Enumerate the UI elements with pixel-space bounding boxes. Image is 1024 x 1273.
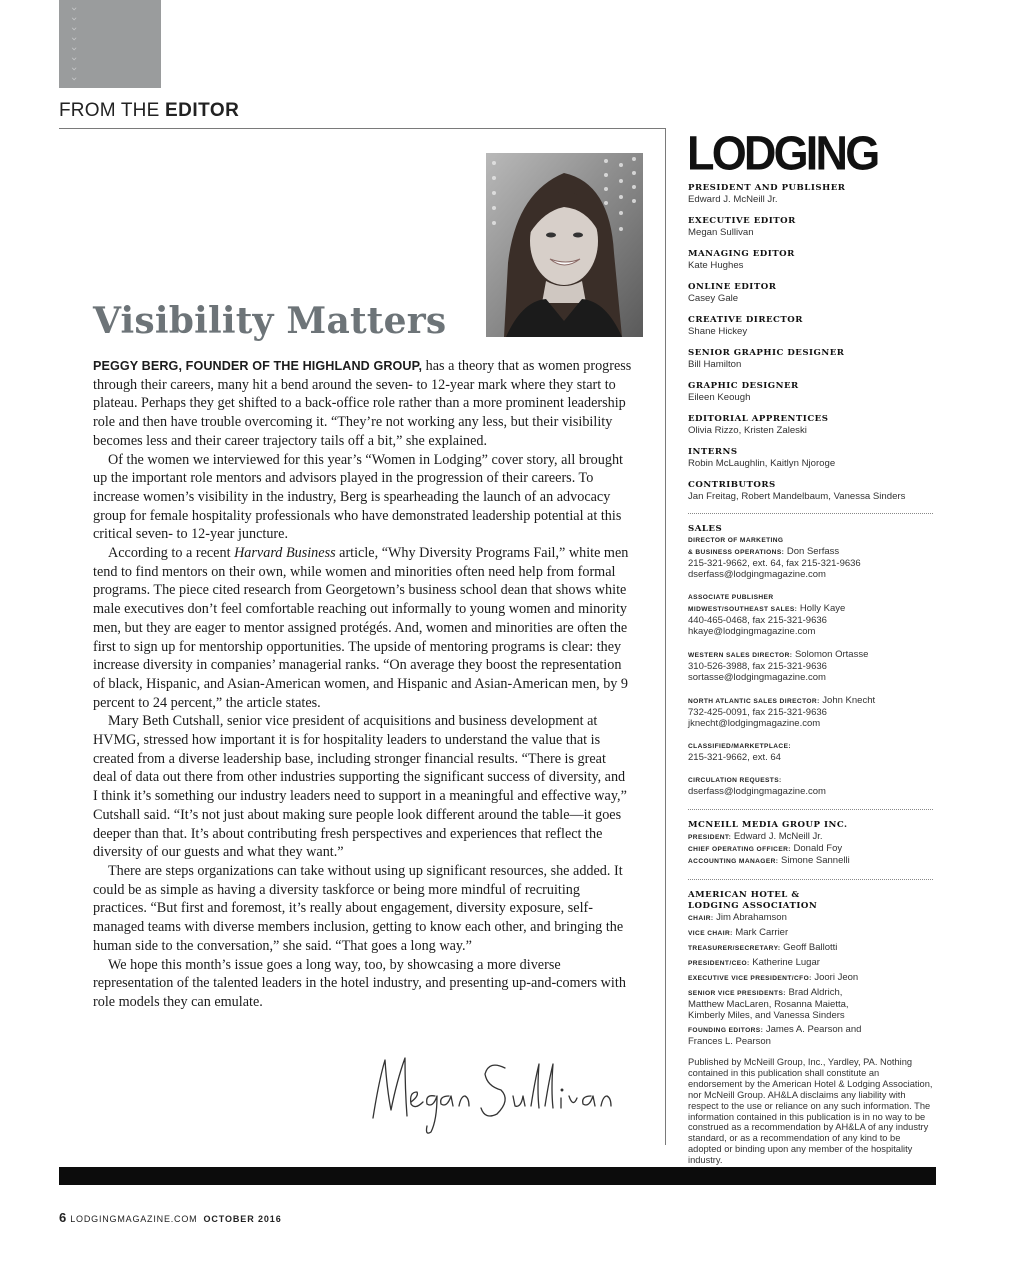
na-email: jknecht@lodgingmagazine.com	[688, 718, 821, 729]
mcneill-pres-name: Edward J. McNeill Jr.	[731, 831, 823, 842]
circ-email: dserfass@lodgingmagazine.com	[688, 786, 826, 797]
masthead-divider-2	[688, 809, 933, 810]
paragraph-4: Mary Beth Cutshall, senior vice president of acquisitions and business development at HVMG, stressed how important it is for hospitality leaders to understand the value that is created from a diverse leadership base, including stronger financial results. “There is great deal of data out there from other industries supporting the significant success of diversity, and I think it’s something our industry leaders need to support in a meaningful and effective way,” Cutshall said. “It’s not just about making sure people look different around the table—it goes deeper than that. It’s about contributing fresh perspectives and experiences that reflect the diversity of our guests and what they want.”	[93, 713, 627, 861]
staff-title: GRAPHIC DESIGNER	[688, 381, 799, 391]
ahla-svp-name-2: Matthew MacLaren, Rosanna Maietta,	[688, 999, 849, 1010]
section-prefix: FROM THE	[59, 100, 165, 121]
assoc-name: Holly Kaye	[797, 603, 846, 614]
sales-western	[688, 649, 933, 683]
paragraph-6: We hope this month’s issue goes a long way, too, by showcasing a more diverse representation of the talented leaders in the hotel industry, and presenting up-and-comers with role models they can emulate.	[93, 956, 626, 1010]
staff-name: Megan Sullivan	[688, 227, 754, 238]
paragraph-3	[93, 544, 633, 712]
footer-site: LODGINGMAGAZINE.COM	[70, 1214, 198, 1224]
section-label	[59, 100, 239, 122]
mcneill-acct-label: ACCOUNTING MANAGER:	[688, 858, 779, 865]
editor-photo	[486, 153, 643, 337]
ahla-cfo-label: EXECUTIVE VICE PRESIDENT/CFO:	[688, 975, 812, 982]
corner-tab	[59, 0, 161, 88]
ahla-svp-name-3: Kimberly Miles, and Vanessa Sinders	[688, 1010, 845, 1021]
ahla-vice-label: VICE CHAIR:	[688, 930, 733, 937]
ahla-heading-1: AMERICAN HOTEL &	[688, 890, 800, 900]
staff-entry	[688, 381, 933, 403]
ahla-ceo-name: Katherine Lugar	[749, 957, 820, 968]
circ-label: CIRCULATION REQUESTS:	[688, 777, 782, 784]
sales-north-atlantic	[688, 695, 933, 729]
paragraph-1-text: has a theory that as women progress through their careers, many hit a bend around the seven- to 12-year mark where they start to plateau. Perhaps they get shifted to a back-office role rather than a more prominent leadership role and then have trouble overcoming it. “They’re not working any less, but their visibility becomes less and their career trajectory tails off a bit,” she explained.	[93, 358, 632, 449]
na-name: John Knecht	[819, 695, 876, 706]
ahla-vice-name: Mark Carrier	[732, 927, 789, 938]
staff-name: Eileen Keough	[688, 392, 751, 403]
mcneill-heading: MCNEILL MEDIA GROUP INC.	[688, 820, 848, 830]
staff-name: Kate Hughes	[688, 260, 744, 271]
staff-name: Shane Hickey	[688, 326, 748, 337]
masthead-divider	[688, 513, 933, 514]
ahla-founding-name-2: Frances L. Pearson	[688, 1036, 771, 1047]
article-body	[93, 357, 633, 1012]
staff-title: EDITORIAL APPRENTICES	[688, 414, 829, 424]
staff-entry	[688, 282, 933, 304]
mcneill-coo-name: Donald Foy	[790, 843, 843, 854]
masthead-divider-3	[688, 879, 933, 880]
masthead	[688, 183, 933, 1166]
staff-list	[688, 183, 933, 502]
staff-title: SENIOR GRAPHIC DESIGNER	[688, 348, 845, 358]
ahla-founding-name-1: James A. Pearson and	[763, 1024, 862, 1035]
chevron-pattern-icon: › › › › › › › ›	[68, 6, 81, 82]
mcneill-acct-name: Simone Sannelli	[778, 855, 850, 866]
ahla-chair-name: Jim Abrahamson	[713, 912, 787, 923]
ahla-svp-name-1: Brad Aldrich,	[785, 987, 843, 998]
staff-entry	[688, 216, 933, 238]
staff-name: Edward J. McNeill Jr.	[688, 194, 778, 205]
top-rule	[59, 128, 666, 129]
paragraph-3-text: article, “Why Diversity Programs Fail,” white men tend to find mentors on their own, while women and minorities often need help from formal programs. The piece cited research from Georgetown’s business school dean that shows white male executives don’t feel comfortable reaching out informally to young women and minority men, but they are eager to mentor assigned protégés. And, women and minorities are often the first to sign up for mentorship opportunities. The upside of mentoring programs is clear: they increase diversity in companies’ managerial ranks. “On average they boost the representation of black, Hispanic, and Asian-American women, and Hispanic and Asian-American men, by 9 percent to 24 percent,” the article states.	[93, 545, 629, 711]
ahla-svp-label: SENIOR VICE PRESIDENTS:	[688, 990, 786, 997]
staff-title: CONTRIBUTORS	[688, 480, 776, 490]
staff-entry	[688, 183, 933, 205]
staff-entry	[688, 447, 933, 469]
class-label: CLASSIFIED/MARKETPLACE:	[688, 743, 791, 750]
marketing-phone: 215-321-9662, ext. 64, fax 215-321-9636	[688, 558, 861, 569]
staff-title: PRESIDENT AND PUBLISHER	[688, 183, 846, 193]
sales-associate	[688, 592, 933, 637]
staff-entry	[688, 315, 933, 337]
marketing-name: Don Serfass	[784, 546, 840, 557]
paragraph-2: Of the women we interviewed for this year’s “Women in Lodging” cover story, all brought up the important role mentors and advisors played in the progression of their careers. To increase women’s visibility in the industry, Berg is spearheading the launch of an advocacy group for female hospitality professionals who have demonstrated leadership potential at this critical seven- to 12-year juncture.	[93, 451, 623, 543]
staff-name: Jan Freitag, Robert Mandelbaum, Vanessa Sinders	[688, 491, 906, 502]
assoc-email: hkaye@lodgingmagazine.com	[688, 626, 816, 637]
paragraph-3-start: According to a recent	[108, 545, 235, 562]
ahla-cfo-name: Joori Jeon	[811, 972, 859, 983]
paragraph-5: There are steps organizations can take without using up significant resources, she added. It could be as simple as having a diversity taskforce or being more mindful of recruiting practices. “But first and foremost, it’s really about engagement, diversity exposure, self-managed teams with diverse members inclusion, getting to know each other, and bringing the human side to the conversation,” she said. “That goes a long way.”	[93, 862, 624, 954]
footer	[59, 1210, 282, 1225]
staff-entry	[688, 249, 933, 271]
staff-entry	[688, 348, 933, 370]
headline: Visibility Matters	[93, 300, 447, 342]
assoc-phone: 440-465-0468, fax 215-321-9636	[688, 615, 827, 626]
sales-circulation	[688, 775, 933, 797]
mcneill-block	[688, 831, 933, 867]
staff-title: EXECUTIVE EDITOR	[688, 216, 796, 226]
sales-marketing	[688, 535, 933, 580]
section-bold: EDITOR	[164, 100, 240, 121]
sales-classified	[688, 741, 933, 763]
na-label: NORTH ATLANTIC SALES DIRECTOR:	[688, 698, 820, 705]
bottom-bar	[59, 1167, 936, 1185]
lead-in: PEGGY BERG, FOUNDER OF THE HIGHLAND GROUP,	[93, 359, 423, 373]
lodging-logo: LODGING	[687, 125, 878, 181]
assoc-label-1: ASSOCIATE PUBLISHER	[688, 594, 774, 601]
paragraph-1	[93, 357, 633, 451]
marketing-label-1: DIRECTOR OF MARKETING	[688, 537, 784, 544]
west-label: WESTERN SALES DIRECTOR:	[688, 652, 793, 659]
mcneill-pres-label: PRESIDENT:	[688, 834, 732, 841]
ahla-block	[688, 912, 933, 1047]
staff-entry	[688, 480, 933, 502]
marketing-email: dserfass@lodgingmagazine.com	[688, 569, 826, 580]
staff-title: MANAGING EDITOR	[688, 249, 795, 259]
footer-date: OCTOBER 2016	[203, 1214, 282, 1224]
mcneill-coo-label: CHIEF OPERATING OFFICER:	[688, 846, 791, 853]
staff-title: CREATIVE DIRECTOR	[688, 315, 803, 325]
ahla-heading-2: LODGING ASSOCIATION	[688, 901, 818, 911]
class-phone: 215-321-9662, ext. 64	[688, 752, 781, 763]
ahla-treas-label: TREASURER/SECRETARY:	[688, 945, 781, 952]
staff-title: ONLINE EDITOR	[688, 282, 777, 292]
ahla-treas-name: Geoff Ballotti	[780, 942, 838, 953]
ahla-ceo-label: PRESIDENT/CEO:	[688, 960, 750, 967]
assoc-label-2: MIDWEST/SOUTHEAST SALES:	[688, 606, 798, 613]
na-phone: 732-425-0091, fax 215-321-9636	[688, 707, 827, 718]
publication-name: Harvard Business	[234, 545, 336, 562]
staff-title: INTERNS	[688, 447, 738, 457]
staff-name: Casey Gale	[688, 293, 739, 304]
disclaimer: Published by McNeill Group, Inc., Yardley, PA. Nothing contained in this publication shall constitute an endorsement by the American Hotel & Lodging Association, nor McNeill Group. AH&LA disclaims any liability with respect to the use or reliance on any such information. The information contained in this publication is in no way to be construed as a recommendation by AH&LA of any industry standard, or as a recommendation of any kind to be adopted or binding upon any member of the hospitality industry.	[688, 1057, 933, 1166]
staff-name: Bill Hamilton	[688, 359, 742, 370]
column-rule	[665, 128, 666, 1145]
page-number: 6	[59, 1210, 67, 1225]
staff-name: Olivia Rizzo, Kristen Zaleski	[688, 425, 807, 436]
marketing-label-2: & BUSINESS OPERATIONS:	[688, 549, 785, 556]
staff-entry	[688, 414, 933, 436]
west-phone: 310-526-3988, fax 215-321-9636	[688, 661, 827, 672]
staff-name: Robin McLaughlin, Kaitlyn Njoroge	[688, 458, 836, 469]
editor-signature	[365, 1040, 615, 1140]
sales-heading: SALES	[688, 524, 723, 534]
ahla-founding-label: FOUNDING EDITORS:	[688, 1027, 764, 1034]
west-email: sortasse@lodgingmagazine.com	[688, 672, 826, 683]
ahla-chair-label: CHAIR:	[688, 915, 714, 922]
west-name: Solomon Ortasse	[792, 649, 869, 660]
